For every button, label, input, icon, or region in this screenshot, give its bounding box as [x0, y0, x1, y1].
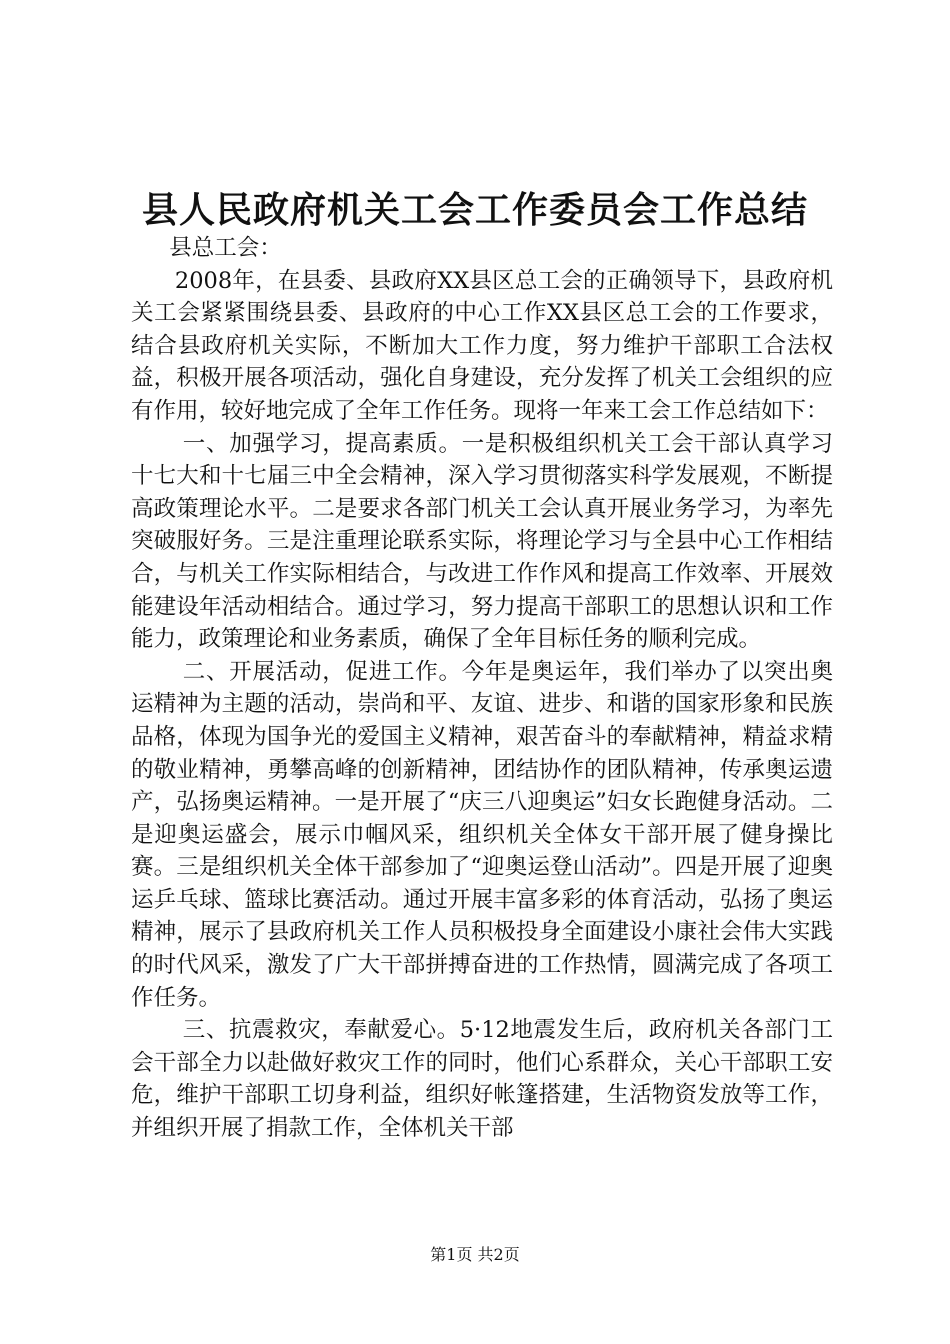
paragraph-section-2: 二、开展活动，促进工作。今年是奥运年，我们举办了以突出奥运精神为主题的活动，崇尚和平、友谊、进步、和谐的国家形象和民族品格，体现为国争光的爱国主义精神，艰苦奋斗的奉献精神，精益求精的敬业精神，勇攀高峰的创新精神，团结协作的团队精神，传承奥运遗产，弘扬奥运精神。一是开展了“庆三八迎奥运”妇女长跑健身活动。二是迎奥运盛会，展示巾帼风采，组织机关全体女干部开展了健身操比赛。三是组织机关全体干部参加了“迎奥运登山活动”。四是开展了迎奥运乒乓球、篮球比赛活动。通过开展丰富多彩的体育活动，弘扬了奥运精神，展示了县政府机关工作人员积极投身全面建设小康社会伟大实践的时代风采，激发了广大干部拼搏奋进的工作热情，圆满完成了各项工作任务。: [131, 658, 833, 1011]
paragraph-section-3: 三、抗震救灾，奉献爱心。5·12地震发生后，政府机关各部门工会干部全力以赴做好救灾工作的同时，他们心系群众，关心干部职工安危，维护干部职工切身利益，组织好帐篷搭建，生活物资发放等工作，并组织开展了捐款工作，全体机关干部: [131, 1017, 833, 1142]
paragraph-section-1: 一、加强学习，提高素质。一是积极组织机关工会干部认真学习十七大和十七届三中全会精神，深入学习贯彻落实科学发展观，不断提高政策理论水平。二是要求各部门机关工会认真开展业务学习，为率先突破服好务。三是注重理论联系实际，将理论学习与全县中心工作相结合，与机关工作实际相结合，与改进工作作风和提高工作效率、开展效能建设年活动相结合。通过学习，努力提高干部职工的思想认识和工作能力，政策理论和业务素质，确保了全年目标任务的顺利完成。: [131, 430, 833, 653]
paragraph-intro: 2008年，在县委、县政府XX县区总工会的正确领导下，县政府机关工会紧紧围绕县委、县政府的中心工作XX县区总工会的工作要求，结合县政府机关实际，不断加大工作力度，努力维护干部职工合法权益，积极开展各项活动，强化自身建设，充分发挥了机关工会组织的应有作用，较好地完成了全年工作任务。现将一年来工会工作总结如下：: [131, 267, 833, 424]
page-number-footer: 第1页 共2页: [430, 1245, 520, 1264]
document-body: [131, 232, 833, 1145]
document-title: 县人民政府机关工会工作委员会工作总结: [141, 189, 808, 231]
salutation: 县总工会：: [169, 235, 282, 261]
